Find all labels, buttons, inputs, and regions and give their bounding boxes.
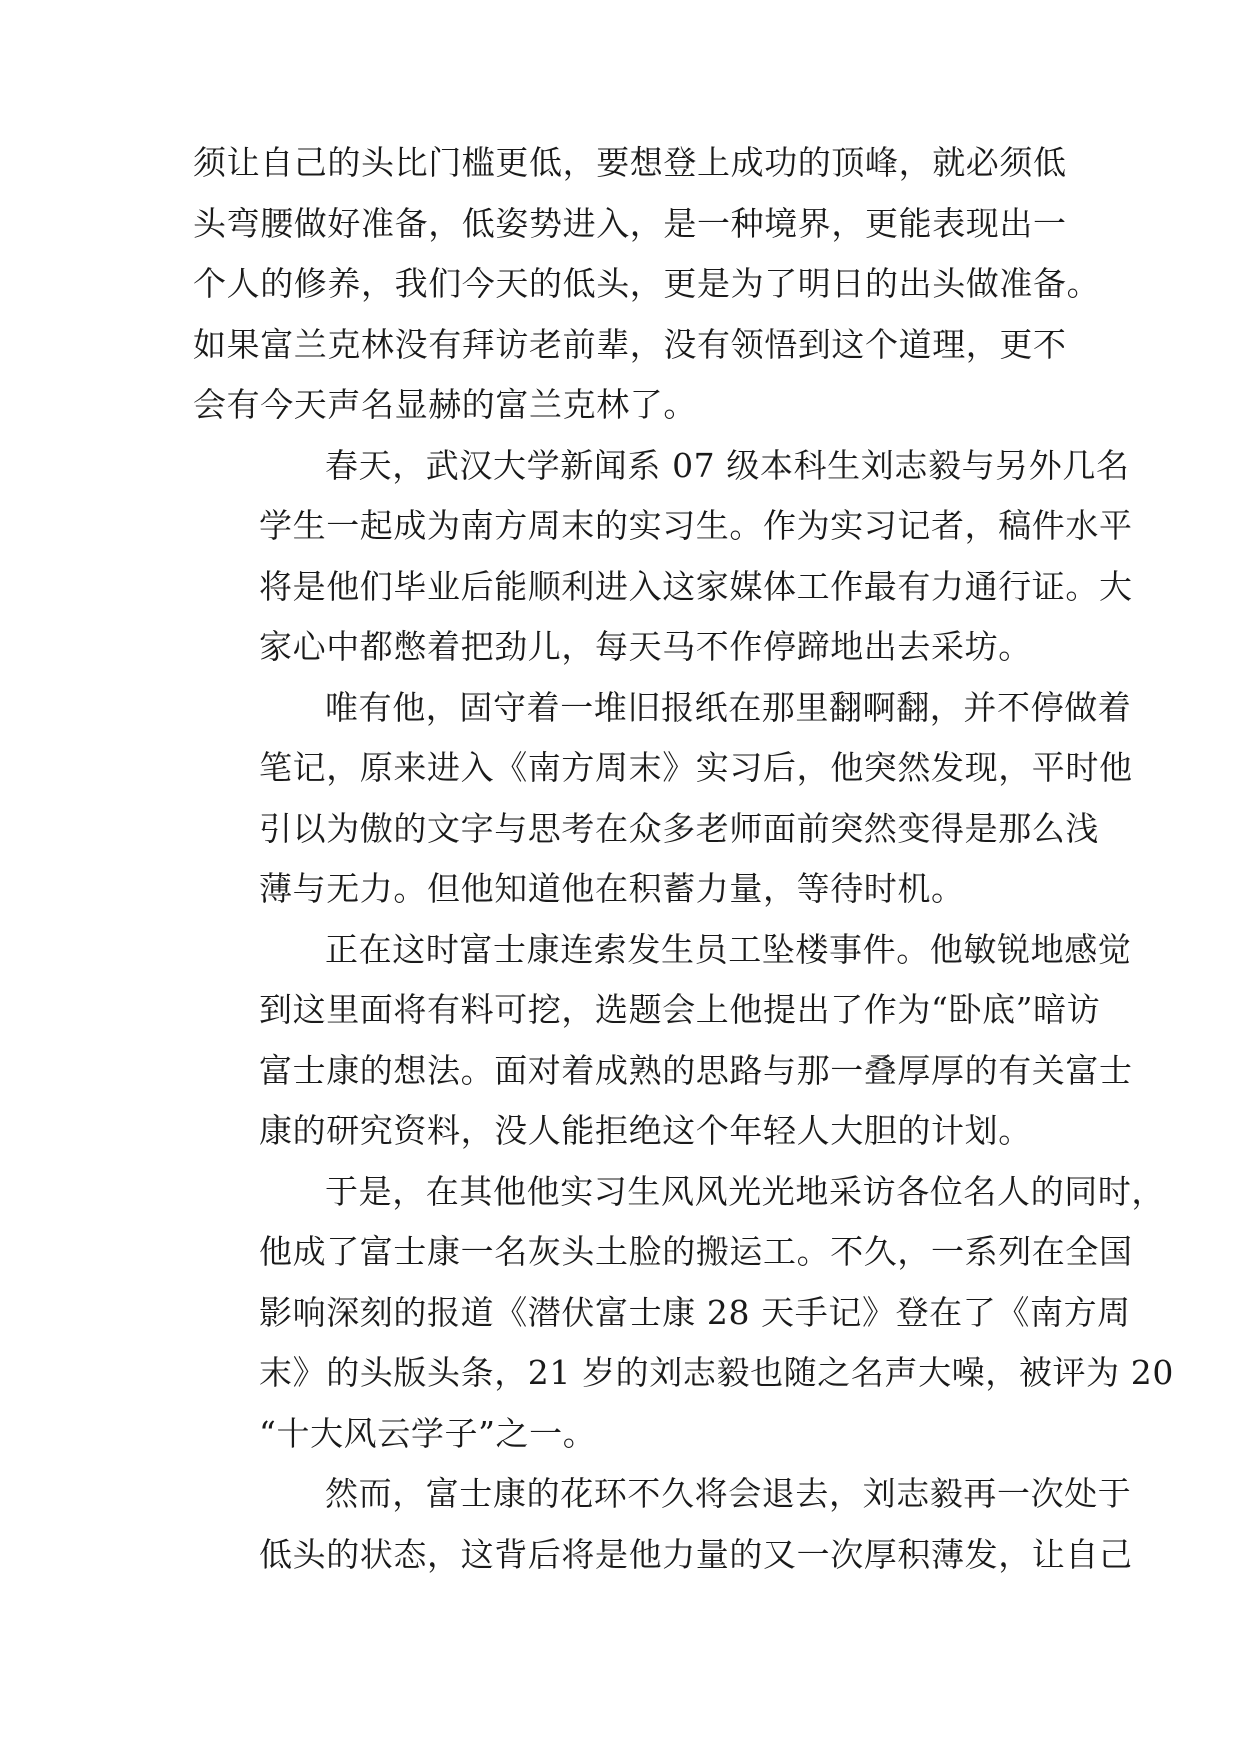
- text-line: 然而，富士康的花环不久将会退去，刘志毅再一次处于: [325, 1474, 1132, 1513]
- text-line: 正在这时富士康连索发生员工坠楼事件。他敏锐地感觉: [325, 929, 1132, 969]
- text-line: 影响深刻的报道《潜伏富士康 28 天手记》登在了《南方周: [259, 1292, 1131, 1332]
- text-line: 薄与无力。但他知道他在积蓄力量，等待时机。: [259, 869, 965, 908]
- text-line: 头弯腰做好准备，低姿势进入，是一种境界，更能表现出一: [193, 203, 1067, 243]
- text-line: 低头的状态，这背后将是他力量的又一次厚积薄发，让自己: [259, 1534, 1133, 1574]
- text-line: “十大风云学子”之一。: [259, 1413, 597, 1453]
- paragraph: [193, 133, 1101, 436]
- text-line: 引以为傲的文字与思考在众多老师面前突然变得是那么浅: [259, 808, 1099, 848]
- text-line: 学生一起成为南方周末的实习生。作为实习记者，稿件水平: [259, 506, 1133, 545]
- text-line: 将是他们毕业后能顺利进入这家媒体工作最有力通行证。大: [259, 566, 1133, 606]
- paragraph: [193, 678, 1133, 920]
- text-line: 富士康的想法。面对着成熟的思路与那一叠厚厚的有关富士: [259, 1050, 1133, 1090]
- text-line: 家心中都憋着把劲儿，每天马不作停蹄地出去采坊。: [259, 627, 1032, 666]
- text-line: 会有今天声名显赫的富兰克林了。: [193, 385, 697, 424]
- text-line: 末》的头版头条，21 岁的刘志毅也随之名声大噪，被评为 20: [259, 1353, 1174, 1392]
- text-line: 到这里面将有料可挖，选题会上他提出了作为“卧底”暗访: [259, 990, 1101, 1029]
- document-body: [193, 133, 1174, 1585]
- paragraph: [193, 436, 1133, 678]
- text-line: 于是，在其他他实习生风风光光地采访各位名人的同时，: [325, 1171, 1165, 1211]
- text-line: 须让自己的头比门槛更低，要想登上成功的顶峰，就必须低: [193, 143, 1067, 182]
- paragraph: [193, 920, 1133, 1162]
- text-line: 他成了富士康一名灰头土脸的搬运工。不久，一系列在全国: [259, 1232, 1133, 1271]
- text-line: 个人的修养，我们今天的低头，更是为了明日的出头做准备。: [193, 264, 1101, 303]
- text-line: 春天，武汉大学新闻系 07 级本科生刘志毅与另外几名: [325, 445, 1130, 485]
- text-line: 康的研究资料，没人能拒绝这个年轻人大胆的计划。: [259, 1111, 1032, 1150]
- text-line: 唯有他，固守着一堆旧报纸在那里翻啊翻，并不停做着: [325, 687, 1132, 727]
- paragraph: [193, 1464, 1133, 1585]
- paragraph: [193, 1162, 1174, 1465]
- text-line: 如果富兰克林没有拜访老前辈，没有领悟到这个道理，更不: [193, 324, 1067, 364]
- text-line: 笔记，原来进入《南方周末》实习后，他突然发现，平时他: [259, 748, 1133, 787]
